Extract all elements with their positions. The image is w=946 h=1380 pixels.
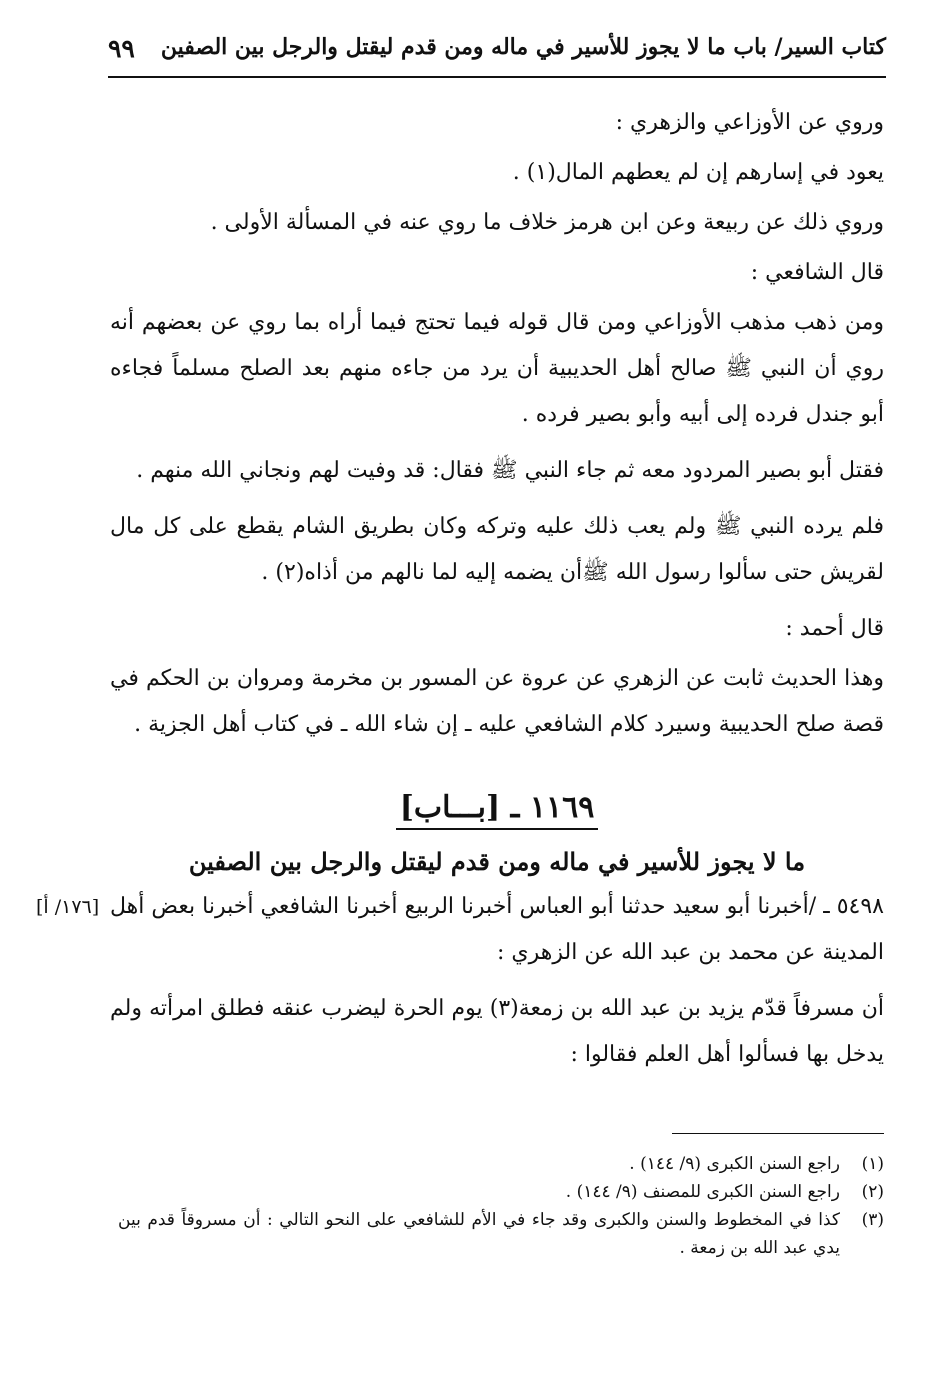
hadith-block [36,884,884,1078]
paragraph: قال الشافعي : [750,260,884,285]
chapter-number: ١١٦٩ ـ [بـــاب] [396,788,599,830]
manuscript-folio-mark: [١٧٦/ أ] [36,896,100,918]
paragraph: فقتل أبو بصير المردود معه ثم جاء النبي ﷺ فقال: قد وفيت لهم ونجاني الله منهم . [136,458,884,483]
footnote [118,1178,884,1206]
footnote-number: (١) [861,1154,884,1174]
hadith-paragraph: ٥٤٩٨ ـ /أخبرنا أبو سعيد حدثنا أبو العباس أخبرنا الربيع أخبرنا الشافعي أخبرنا بعض أهل المدينة عن محمد بن عبد الله عن الزهري : [110,894,884,965]
chapter-title: ما لا يجوز للأسير في ماله ومن قدم ليقتل والرجل بين الصفين [188,847,806,876]
paragraph: وروي عن الأوزاعي والزهري : [615,110,884,135]
footnote [118,1206,884,1262]
running-header [108,34,886,78]
hadith-paragraph: أن مسرفاً قدّم يزيد بن عبد الله بن زمعة(٣) يوم الحرة ليضرب عنقه فطلق امرأته ولم يدخل بها فسألوا أهل العلم فقالوا : [110,996,884,1067]
footnote-number: (٢) [861,1182,884,1202]
paragraph: فلم يرده النبي ﷺ ولم يعب ذلك عليه وتركه وكان بطريق الشام يقطع على كل مال لقريش حتى سألوا رسول الله ﷺأن يضمه إليه لما نالهم من أذاه(٢) . [110,514,884,585]
footnote [118,1150,884,1178]
running-title: كتاب السير/ باب ما لا يجوز للأسير في ماله ومن قدم ليقتل والرجل بين الصفين [160,34,886,60]
chapter-heading [110,788,884,884]
footnote-divider [672,1133,884,1134]
paragraph: ومن ذهب مذهب الأوزاعي ومن قال قوله فيما تحتج فيما أراه بما روي عن بعضهم أنه روي أن النبي ﷺ صالح أهل الحديبية أن يرد من جاءه منهم بعد الصلح مسلماً فجاءه أبو جندل فرده إلى أبيه وأبو بصير فرده . [110,310,884,427]
paragraph: وهذا الحديث ثابت عن الزهري عن عروة عن المسور بن مخرمة ومروان بن الحكم في قصة صلح الحديبية وسيرد كلام الشافعي عليه ـ إن شاء الله ـ في كتاب أهل الجزية . [110,666,884,737]
paragraph: يعود في إسارهم إن لم يعطهم المال(١) . [512,160,884,185]
footnote-number: (٣) [861,1210,884,1230]
footnote-text: راجع السنن الكبرى للمصنف (٩/ ١٤٤) . [565,1182,840,1202]
main-text [36,100,884,1088]
paragraph: قال أحمد : [785,616,884,641]
footnote-text: راجع السنن الكبرى (٩/ ١٤٤) . [629,1154,840,1174]
paragraph: وروي ذلك عن ربيعة وعن ابن هرمز خلاف ما روي عنه في المسألة الأولى . [210,210,884,235]
footnote-text: كذا في المخطوط والسنن والكبرى وقد جاء في الأم للشافعي على النحو التالي : أن مسروقاً قدم بين يدي عبد الله بن زمعة . [118,1210,840,1258]
page-number: ٩٩ [108,34,135,63]
footnotes [118,1150,884,1262]
